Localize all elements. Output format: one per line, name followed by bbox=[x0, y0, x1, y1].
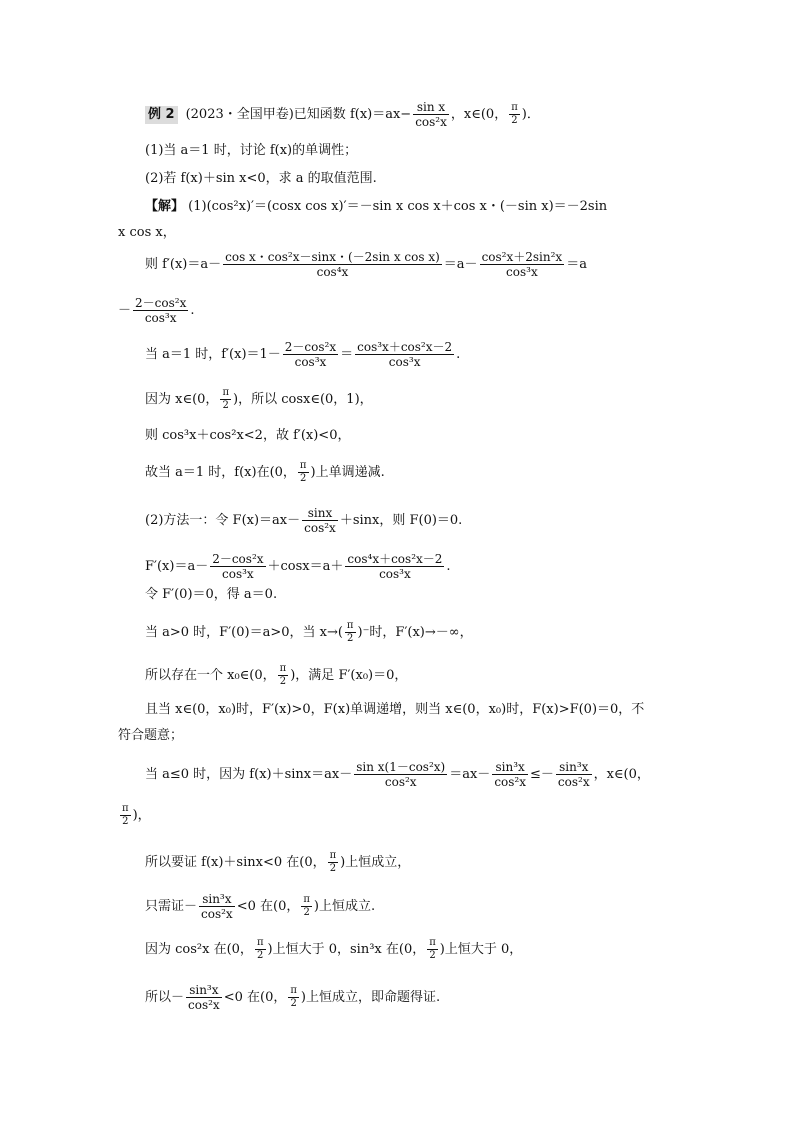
fraction-pi: $\frac{\pi}{2}$ bbox=[429, 937, 436, 961]
fraction-pi: $\frac{\pi}{2}$ bbox=[222, 387, 230, 411]
increasing-line: 且当 x∈(0，x₀)时，F′(x)>0，F(x)单调递增，则当 x∈(0，x₀)时，F(x)>F(0)＝0，不 bbox=[145, 702, 645, 717]
only-need-line: 只需证－ $\frac{\text{sin³x}}{\text{cos²x}}$ <0 在(0， $\frac{\pi}{2}$ )上恒成立. bbox=[145, 892, 376, 921]
fraction: $\frac{\text{sin³x}}{\text{cos²x}}$ bbox=[188, 983, 220, 1012]
example-tag: 例 2 bbox=[145, 106, 178, 124]
case-a-nonpositive-line-b: $\frac{\pi}{2}$ )， bbox=[122, 803, 151, 827]
fraction-pi: $\frac{\pi}{2}$ bbox=[122, 803, 129, 827]
F-derivative-line: F′(x)＝a－ $\frac{\text{2－cos²x}}{\text{cos³x}}$ ＋cosx＝a＋ $\frac{\text{cos⁴x＋cos²x－2}}{\text{cos³x}}$ . bbox=[145, 552, 451, 581]
fraction: $\frac{\text{sin x(1－cos²x)}}{\text{cos²x}}$ bbox=[356, 760, 446, 789]
fraction-pi: $\frac{\pi}{2}$ bbox=[329, 850, 337, 874]
monotone-line: 故当 a＝1 时，f(x)在(0， $\frac{\pi}{2}$ )上单调递减. bbox=[145, 460, 385, 484]
fraction: $\frac{\text{2－cos²x}}{\text{cos³x}}$ bbox=[212, 552, 264, 581]
derivative-line-2: － $\frac{\text{2－cos²x}}{\text{cos³x}}$ . bbox=[118, 296, 195, 325]
fraction: $\frac{\text{cos x・cos²x－sinx・(－2sin x cos x)}}{\text{cos⁴x}}$ bbox=[225, 250, 440, 279]
example-statement: 例 2 (2023・全国甲卷)已知函数 f(x)＝ax− $\frac{\text{sin x}}{\text{cos²x}}$ ，x∈(0， $\frac{\pi}{2}$ )． bbox=[145, 100, 540, 129]
exists-x0-line: 所以存在一个 x₀∈(0， $\frac{\pi}{2}$ )，满足 F′(x₀)＝0， bbox=[145, 663, 408, 687]
question-1: (1)当 a＝1 时，讨论 f(x)的单调性； bbox=[145, 143, 358, 158]
case-a-nonpositive-line: 当 a≤0 时，因为 f(x)＋sinx＝ax－ $\frac{\text{sin x(1－cos²x)}}{\text{cos²x}}$ ＝ax－ $\frac{\text{sin³x}}{\text{cos²x}}$ ≤－ $\frac{\text{sin³x}}{\text{cos²x}}$ ，x∈(0， bbox=[145, 760, 650, 789]
sign-line: 则 cos³x＋cos²x<2，故 f′(x)<0， bbox=[145, 428, 351, 443]
fraction-pi: $\frac{\pi}{2}$ bbox=[256, 937, 264, 961]
fraction: $\frac{\text{sin³x}}{\text{cos²x}}$ bbox=[494, 760, 526, 789]
fraction: $\frac{\text{cos³x＋cos²x－2}}{\text{cos³x}}$ bbox=[357, 340, 453, 369]
fraction-pi: $\frac{\pi}{2}$ bbox=[279, 663, 287, 687]
because-line: 因为 cos²x 在(0， $\frac{\pi}{2}$ )上恒大于 0，sin³x 在(0， $\frac{\pi}{2}$ )上恒大于 0， bbox=[145, 937, 523, 961]
case-a1-line: 当 a＝1 时，f′(x)＝1－ $\frac{\text{2－cos²x}}{\text{cos³x}}$ ＝ $\frac{\text{cos³x＋cos²x－2}}{\text{cos³x}}$ . bbox=[145, 340, 461, 369]
fraction: $\frac{\text{cos⁴x＋cos²x－2}}{\text{cos³x}}$ bbox=[347, 552, 443, 581]
fraction-pi: $\frac{\pi}{2}$ bbox=[346, 620, 354, 644]
fraction: $\frac{\text{sin x}}{\text{cos²x}}$ bbox=[415, 100, 447, 129]
to-prove-line: 所以要证 f(x)＋sinx<0 在(0， $\frac{\pi}{2}$ )上恒成立， bbox=[145, 850, 411, 874]
increasing-line-b: 符合题意； bbox=[118, 728, 184, 743]
conclusion-line: 所以－ $\frac{\text{sin³x}}{\text{cos²x}}$ <0 在(0， $\frac{\pi}{2}$ )上恒成立，即命题得证. bbox=[145, 983, 441, 1012]
derivative-line: 则 f′(x)＝a－ $\frac{\text{cos x・cos²x－sinx・(－2sin x cos x)}}{\text{cos⁴x}}$ ＝a－ $\frac{\text{cos²x＋2sin²x}}{\text{cos³x}}$ ＝a bbox=[145, 250, 587, 279]
case-a-positive-line: 当 a>0 时，F′(0)＝a>0，当 x→( $\frac{\pi}{2}$ )⁻时，F′(x)→－∞， bbox=[145, 620, 473, 644]
fraction: $\frac{\text{sin³x}}{\text{cos²x}}$ bbox=[201, 892, 233, 921]
fraction-pi: $\frac{\pi}{2}$ bbox=[299, 460, 307, 484]
solution-line-1b: x cos x， bbox=[118, 225, 176, 240]
fraction-pi: $\frac{\pi}{2}$ bbox=[511, 102, 518, 126]
solution-label: 【解】 bbox=[145, 199, 185, 214]
fraction-pi: $\frac{\pi}{2}$ bbox=[290, 985, 297, 1009]
fraction: $\frac{\text{sin³x}}{\text{cos²x}}$ bbox=[557, 760, 590, 789]
fraction: $\frac{\text{2－cos²x}}{\text{cos³x}}$ bbox=[284, 340, 337, 369]
set-zero-line: 令 F′(0)＝0，得 a＝0. bbox=[145, 587, 278, 602]
fraction: $\frac{\sin x}{\text{cos²x}}$ bbox=[304, 506, 336, 535]
domain-line: 因为 x∈(0， $\frac{\pi}{2}$ )，所以 cosx∈(0，1)， bbox=[145, 387, 373, 411]
method-one-line: (2)方法一：令 F(x)＝ax－ $\frac{\sin x}{\text{cos²x}}$ ＋sinx，则 F(0)＝0. bbox=[145, 506, 463, 535]
question-2: (2)若 f(x)＋sin x<0，求 a 的取值范围. bbox=[145, 171, 377, 186]
fraction-pi: $\frac{\pi}{2}$ bbox=[303, 894, 310, 918]
fraction: $\frac{\text{2－cos²x}}{\text{cos³x}}$ bbox=[135, 296, 187, 325]
solution-line-1: 【解】 (1)(cos²x)′＝(cosx cos x)′＝－sin x cos x＋cos x・(－sin x)＝－2sin bbox=[145, 199, 608, 214]
fraction: $\frac{\text{cos²x＋2sin²x}}{\text{cos³x}}$ bbox=[481, 250, 563, 279]
